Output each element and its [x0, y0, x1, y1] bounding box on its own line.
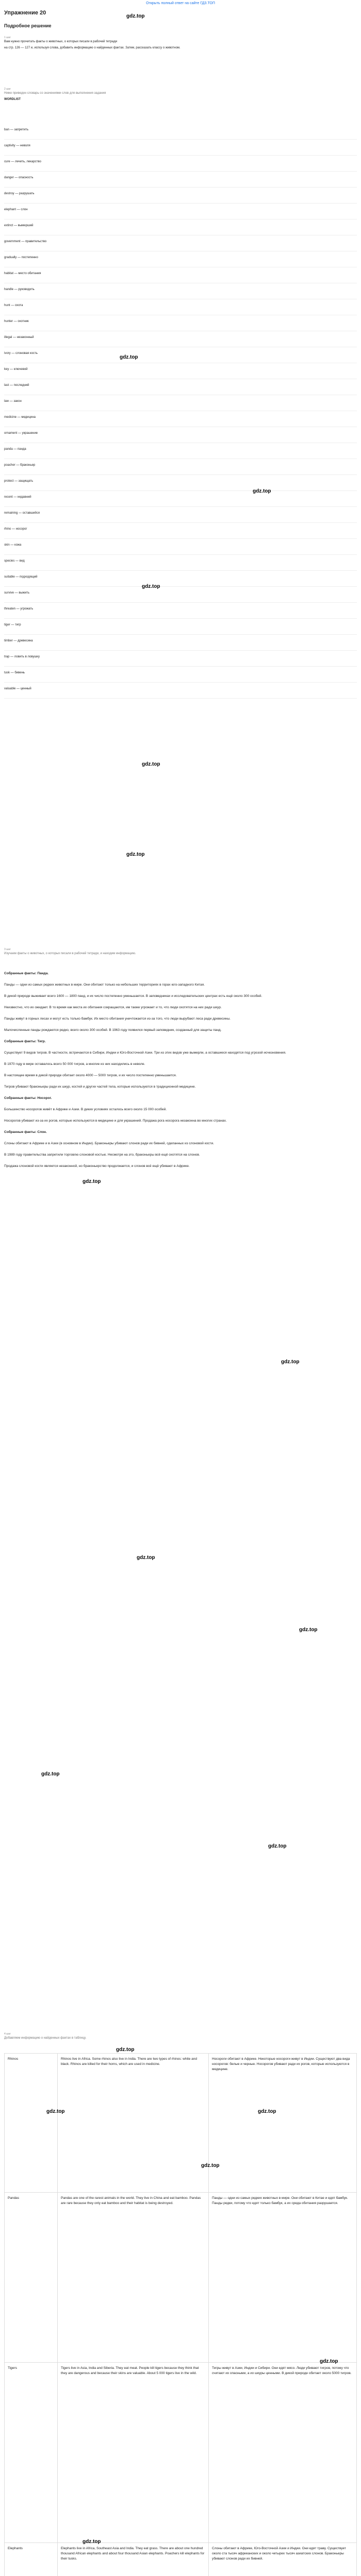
section-subtitle: Подробное решение	[4, 23, 52, 28]
list-item: government — правительство	[4, 235, 357, 251]
open-full-answer-link[interactable]: Открыть полный ответ на сайте ГДЗ.ТОП	[146, 2, 215, 5]
list-item: last — последний	[4, 379, 357, 395]
wordlist-heading: WORDLIST	[4, 98, 21, 101]
list-item: valuable — ценный	[4, 683, 357, 699]
table-row	[5, 2054, 357, 2193]
paragraph: Большинство носорогов живёт в Африке и Азии. В диких условиях осталось всего около 15 000 особей.	[4, 1108, 167, 1111]
list-item: hunter — охотник	[4, 315, 357, 331]
table-cell: Слоны обитают в Африке, Юго-Восточной Азии и Индии. Они едят траву. Существует около ста тысяч африканских и около четырех тысяч азиатских слонов. Браконьеры убивают слонов ради их бивней.	[209, 2543, 357, 2576]
list-item: poacher — браконьер	[4, 459, 357, 475]
step-2	[4, 88, 357, 104]
list-item: suitable — подходящий	[4, 571, 357, 587]
watermark: gdz.top	[268, 1843, 287, 1849]
step-note: Ниже приведен словарь со значениями слов для выполнения задания	[4, 92, 106, 95]
paragraph: Собранные факты: Тигр.	[4, 1040, 46, 1043]
watermark: gdz.top	[142, 584, 160, 589]
list-item: tusk — бивень	[4, 667, 357, 683]
list-item: elephant — слон	[4, 204, 357, 219]
paragraph: Носорогов убивают из-за их рогов, которые используются в медицине и для украшений. Продажа рога носорога незаконна во многих странах.	[4, 1119, 227, 1123]
watermark: gdz.top	[320, 2359, 338, 2364]
step-note: Добавляем информацию о найденных фактах в таблицу.	[4, 2037, 87, 2040]
page-title: Упражнение 20	[4, 10, 46, 16]
wordlist	[4, 124, 357, 699]
table-cell: Pandas are one of the rarest animals in the world. They live in China and eat bamboo. Pandas are rare because they only eat bamboo and their habitat is being destroyed.	[58, 2193, 209, 2363]
step-label: 4 шаг	[4, 2032, 11, 2036]
list-item: law — закон	[4, 395, 357, 411]
watermark: gdz.top	[299, 1627, 318, 1633]
list-item: destroy — разрушать	[4, 188, 357, 204]
list-item: handle — руководить	[4, 283, 357, 299]
list-item: species — вид	[4, 555, 357, 571]
paragraph: Собранные факты: Панда.	[4, 972, 49, 975]
step-note: Изучаем факты о животных, о которых писали в рабочей тетради, и находим информацию.	[4, 952, 136, 955]
list-item: hunt — охота	[4, 299, 357, 315]
list-item: gradually — постепенно	[4, 251, 357, 267]
list-item: trap — ловить в ловушку	[4, 651, 357, 667]
table-cell: Elephants live in Africa, Southeast Asia and India. They eat grass. There are about one hundred thousand African elephants and about four thousand Asian elephants. Poachers kill elephants for their tusks.	[58, 2543, 209, 2576]
paragraph: Тигров убивают браконьеры ради их шкур, костей и других частей тела, которые используются в традиционной медицине.	[4, 1085, 196, 1089]
paragraph: Малочисленные панды рождаются редко, всего около 300 особей. В 1963 году появился первый заповедник, созданный для защиты панд.	[4, 1028, 222, 1032]
list-item: threaten — угрожать	[4, 603, 357, 619]
list-item: danger — опасность	[4, 172, 357, 188]
table-row	[5, 2363, 357, 2543]
list-item: key — ключевой	[4, 363, 357, 379]
list-item: remaining — оставшийся	[4, 507, 357, 523]
watermark: gdz.top	[201, 2163, 220, 2168]
list-item: panda — панда	[4, 443, 357, 459]
table-row	[5, 2193, 357, 2363]
watermark: gdz.top	[142, 761, 160, 767]
list-item: recent — недавний	[4, 491, 357, 507]
paragraph: Продажа слоновой кости является незаконной, но браконьерство продолжается, и слонов всё ещё убивают в Африке.	[4, 1164, 190, 1168]
table-cell: Pandas	[5, 2193, 58, 2363]
table-cell: Носороги обитают в Африке. Некоторые носороги живут в Индии. Существуют два вида носорогов: белые и черные. Носорогов убивают ради их рогов, которые используются в медицине.	[209, 2054, 357, 2193]
watermark: gdz.top	[126, 13, 145, 19]
table-cell: Панды — одни из самых редких животных в мире. Они обитают в Китае и едят бамбук. Панды редки, потому что едят только бамбук, а их среда обитания разрушается.	[209, 2193, 357, 2363]
paragraph: В дикой природе выживает всего 1600 — 1800 панд, и их число постепенно уменьшается. В заповедниках и исследовательских центрах есть ещё около 300 особей.	[4, 994, 262, 998]
step-label: 1 шаг	[4, 36, 11, 39]
list-item: captivity — неволя	[4, 140, 357, 156]
paragraph: Панды — одни из самых редких животных в мире. Они обитают только на небольших территориях в горах юго-западного Китая.	[4, 983, 205, 987]
watermark: gdz.top	[116, 2047, 135, 2053]
list-item: medicine — медицина	[4, 411, 357, 427]
watermark: gdz.top	[46, 2109, 65, 2114]
step-label: 2 шаг	[4, 88, 11, 91]
table-cell: Tigers live in Asia, India and Siberia. They eat meat. People kill tigers because they think that they are dangerous and because their skins are valuable. About 5 000 tigers live in the wild.	[58, 2363, 209, 2543]
table-cell: Tigers	[5, 2363, 58, 2543]
watermark: gdz.top	[120, 354, 138, 360]
paragraph: Панды живут в горных лесах и могут есть только бамбук. Их место обитания уничтожается из-за того, что люди вырубают леса ради древесины.	[4, 1017, 231, 1021]
watermark: gdz.top	[253, 488, 271, 494]
list-item: ivory — слоновая кость	[4, 347, 357, 363]
list-item: cure — лечить, лекарство	[4, 156, 357, 172]
list-item: ornament — украшение	[4, 427, 357, 443]
list-item: skin — кожа	[4, 539, 357, 555]
step-text: Вам нужно прочитать факты о животных, о которых писали в рабочей тетради	[4, 40, 118, 43]
list-item: rhino — носорог	[4, 523, 357, 539]
paragraph: В 1970 году в мире оставалось всего 50 000 тигров, а многие из них находились в неволе.	[4, 1062, 145, 1066]
step-label: 3 шаг	[4, 948, 11, 951]
watermark: gdz.top	[258, 2109, 276, 2114]
watermark: gdz.top	[137, 1555, 155, 1561]
paragraph: Существует 9 видов тигров. В частности, встречаются в Сибири, Индии и Юго-Восточной Азии. Три из этих видов уже вымерли, а оставшиеся находятся под угрозой исчезновения.	[4, 1051, 286, 1055]
watermark: gdz.top	[281, 1359, 300, 1365]
table-cell: Тигры живут в Азии, Индии и Сибири. Они едят мясо. Люди убивают тигров, потому что считают их опасными, а их шкуры ценными. В дикой природе обитает около 5000 тигров.	[209, 2363, 357, 2543]
step-1	[4, 36, 357, 52]
step-text: на стр. 126 — 127 и, используя слова, добавить информацию о найденных фактах. Затем, рассказать классу о животном.	[4, 46, 180, 49]
paragraph: Слоны обитают в Африке и в Азии (в основном в Индии). Браконьеры убивают слонов ради их бивней, сделанных из слоновой кости.	[4, 1142, 214, 1145]
list-item: habitat — место обитания	[4, 267, 357, 283]
paragraph: В настоящее время в дикой природе обитает около 4000 — 5000 тигров, и их число постепенно уменьшается.	[4, 1074, 177, 1077]
list-item: protect — защищать	[4, 475, 357, 491]
list-item: extinct — вымерший	[4, 219, 357, 235]
step-4	[4, 2032, 357, 2042]
paragraph: Собранные факты: Носорог.	[4, 1096, 52, 1100]
animals-table	[4, 2053, 357, 2576]
table-cell: Rhinos live in Africa. Some rhinos also live in India. There are two types of rhinos: white and black. Rhinos are killed for their horns, which are used in medicine.	[58, 2054, 209, 2193]
top-banner	[0, 0, 361, 7]
watermark: gdz.top	[41, 1771, 60, 1777]
watermark: gdz.top	[126, 852, 145, 857]
list-item: tiger — тигр	[4, 619, 357, 635]
list-item: timber — древесина	[4, 635, 357, 651]
paragraph: Неизвестно, что их ожидает. В то время как места их обитания сокращаются, им также угрожает и то, что люди охотятся на них ради шкур.	[4, 1006, 222, 1009]
paragraph: В 1989 году правительства запретили торговлю слоновой костью. Несмотря на это, браконьеры всё ещё охотятся на слонов.	[4, 1153, 200, 1157]
table-row	[5, 2543, 357, 2576]
facts-section	[4, 971, 357, 1175]
table-cell: Rhinos	[5, 2054, 58, 2193]
step-3	[4, 948, 357, 958]
list-item: illegal — незаконный	[4, 331, 357, 347]
watermark: gdz.top	[83, 2539, 101, 2545]
list-item: survive — выжить	[4, 587, 357, 603]
list-item: ban — запретить	[4, 124, 357, 140]
watermark: gdz.top	[83, 1179, 101, 1184]
table-cell: Elephants	[5, 2543, 58, 2576]
paragraph: Собранные факты: Слон.	[4, 1130, 47, 1134]
